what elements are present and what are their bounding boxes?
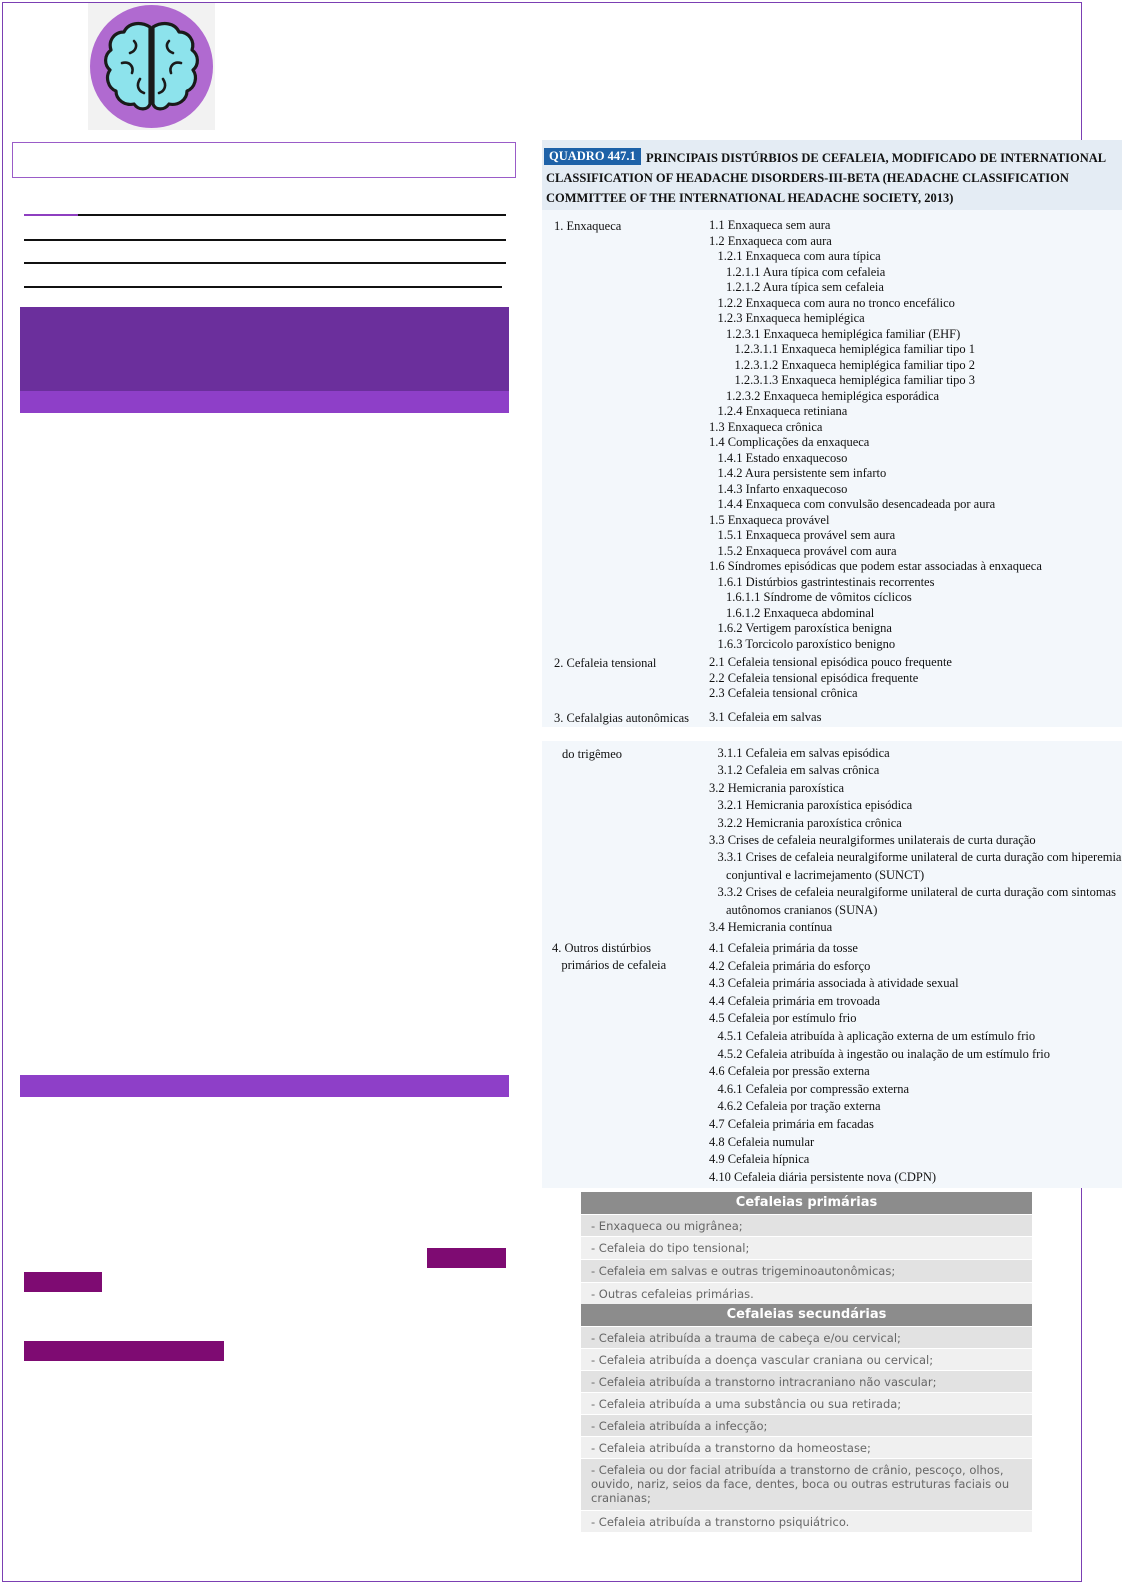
quadro-category: 4. Outros distúrbios primários de cefaleia [552,941,667,972]
quadro-header [542,140,1122,210]
brain-icon [90,5,213,128]
quadro-item: 1.6.1.1 Síndrome de vômitos cíclicos [726,590,912,604]
quadro-item: 4.10 Cefaleia diária persistente nova (CDPN) [709,1169,937,1184]
brain-icon-circle [90,5,213,128]
quadro-item: 1.1 Enxaqueca sem aura [709,218,831,232]
quadro-item: 4.3 Cefaleia primária associada à atividade sexual [709,976,959,991]
primary-row: - Enxaqueca ou migrânea; [581,1214,1032,1236]
quadro-item: 4.7 Cefaleia primária em facadas [709,1117,874,1131]
secondary-row: - Cefaleia ou dor facial atribuída a transtorno de crânio, pescoço, olhos, ouvido, nariz, seios da face, dentes, boca ou outras estruturas faciais ou cranianas; [581,1458,1032,1510]
quadro-item: conjuntival e lacrimejamento (SUNCT) [726,867,925,882]
quadro-item: 3.3 Crises de cefaleia neuralgiformes unilaterais de curta duração [709,833,1036,847]
secondary-row: - Cefaleia atribuída a infecção; [581,1414,1032,1436]
quadro-item: 3.2 Hemicrania paroxística [709,780,845,795]
quadro-item: 3.1.2 Cefaleia em salvas crônica [717,763,880,778]
text-rule [24,239,506,241]
quadro-item: 4.2 Cefaleia primária do esforço [709,958,871,973]
quadro-item: 1.2.3.1.3 Enxaqueca hemiplégica familiar tipo 3 [734,373,976,387]
quadro-item: 4.5.2 Cefaleia atribuída à ingestão ou inalação de um estímulo frio [717,1046,1051,1061]
quadro-item: 3.3.1 Crises de cefaleia neuralgiforme unilateral de curta duração com hiperemia [717,850,1122,865]
quadro-item: 1.4.1 Estado enxaquecoso [717,450,848,465]
quadro-category: 3. Cefalalgias autonômicas [554,711,690,725]
short-rule [24,214,78,216]
cefaleias-table [581,1192,1032,1534]
quadro-item: 1.2.3.1.1 Enxaqueca hemiplégica familiar tipo 1 [734,342,976,356]
quadro-item: 1.6 Síndromes episódicas que podem estar associadas à enxaqueca [709,559,1042,573]
quadro-item: 2.2 Cefaleia tensional episódica frequente [709,670,919,685]
highlight-mark [427,1248,506,1268]
quadro-tag: QUADRO 447.1 [544,148,641,165]
quadro-category: do trigêmeo [562,747,623,761]
quadro-item: 4.1 Cefaleia primária da tosse [709,941,858,955]
quadro-item: 1.4.4 Enxaqueca com convulsão desencadeada por aura [717,497,996,511]
quadro-item: 1.2.3.1 Enxaqueca hemiplégica familiar (EHF) [726,326,961,341]
primary-header: Cefaleias primárias [581,1192,1032,1214]
quadro-item: 3.2.1 Hemicrania paroxística episódica [717,798,913,813]
quadro-item: 3.2.2 Hemicrania paroxística crônica [717,815,902,830]
quadro-item: 4.5.1 Cefaleia atribuída à aplicação externa de um estímulo frio [717,1029,1036,1043]
secondary-row: - Cefaleia atribuída a transtorno intracraniano não vascular; [581,1370,1032,1392]
quadro-item: 3.4 Hemicrania contínua [709,920,833,934]
quadro-item: 4.6 Cefaleia por pressão externa [709,1064,870,1079]
quadro-item: 1.5.2 Enxaqueca provável com aura [717,543,897,558]
quadro-item: 1.6.1 Distúrbios gastrintestinais recorrentes [717,574,935,589]
primary-row: - Cefaleia do tipo tensional; [581,1236,1032,1259]
quadro-item: 1.6.2 Vertigem paroxística benigna [717,621,892,635]
quadro-category: 1. Enxaqueca [554,219,622,233]
section-header-strip [20,391,509,413]
highlight-mark [24,1272,102,1292]
title-box [12,142,516,178]
text-rule [24,286,502,288]
quadro-item: 3.1.1 Cefaleia em salvas episódica [717,746,890,760]
secondary-row: - Cefaleia atribuída a transtorno psiquiátrico. [581,1510,1032,1532]
quadro-item: 1.2.4 Enxaqueca retiniana [717,404,848,418]
secondary-row: - Cefaleia atribuída a uma substância ou sua retirada; [581,1392,1032,1414]
quadro-item: 3.3.2 Crises de cefaleia neuralgiforme unilateral de curta duração com sintomas [717,885,1116,900]
text-rule [78,214,506,216]
quadro-title: PRINCIPAIS DISTÚRBIOS DE CEFALEIA, MODIFICADO DE INTERNATIONAL CLASSIFICATION OF HEADACHE DISORDERS-III-BETA (HEADACHE CLASSIFICATION COMMITTEE OF THE INTERNATIONAL HEADACHE SOCIETY, 2013) [546,151,1106,205]
secondary-row: - Cefaleia atribuída a doença vascular craniana ou cervical; [581,1348,1032,1370]
quadro-item: 3.1 Cefaleia em salvas [709,710,822,724]
quadro-item: 1.3 Enxaqueca crônica [709,419,823,434]
quadro-item: 4.6.2 Cefaleia por tração externa [717,1099,881,1114]
quadro-item: 4.5 Cefaleia por estímulo frio [709,1011,857,1026]
logo [88,3,215,130]
highlight-mark [24,1341,224,1361]
quadro-item: 1.2.3.2 Enxaqueca hemiplégica esporádica [726,388,940,403]
quadro-table [542,140,1122,1188]
quadro-item: 1.2.3 Enxaqueca hemiplégica [717,311,865,325]
section-bar [20,1075,509,1097]
quadro-item: 1.2.2 Enxaqueca com aura no tronco encefálico [717,295,955,310]
quadro-item: 1.5 Enxaqueca provável [709,512,830,527]
quadro-item: 1.6.3 Torcicolo paroxístico benigno [717,636,896,651]
quadro-item: 1.4.2 Aura persistente sem infarto [717,466,887,480]
quadro-item: 1.4 Complicações da enxaqueca [709,435,870,449]
quadro-item: 1.2.1.2 Aura típica sem cefaleia [726,280,884,294]
primary-row: - Outras cefaleias primárias. [581,1282,1032,1304]
quadro-item: 2.1 Cefaleia tensional episódica pouco frequente [709,655,952,669]
quadro-item: 1.4.3 Infarto enxaquecoso [717,481,848,496]
primary-row: - Cefaleia em salvas e outras trigeminoautonômicas; [581,1259,1032,1282]
quadro-page-gap [542,727,1122,741]
quadro-item: 1.5.1 Enxaqueca provável sem aura [717,528,896,542]
quadro-item: 4.8 Cefaleia numular [709,1134,815,1149]
quadro-item: 1.2.3.1.2 Enxaqueca hemiplégica familiar tipo 2 [734,357,976,372]
quadro-item: 4.6.1 Cefaleia por compressão externa [717,1081,910,1096]
quadro-item: autônomos cranianos (SUNA) [726,902,878,917]
quadro-item: 1.2.1 Enxaqueca com aura típica [717,249,881,263]
secondary-header: Cefaleias secundárias [581,1304,1032,1326]
quadro-category: 2. Cefaleia tensional [554,656,657,670]
quadro-item: 2.3 Cefaleia tensional crônica [709,686,858,701]
secondary-row: - Cefaleia atribuída a transtorno da homeostase; [581,1436,1032,1458]
quadro-item: 1.6.1.2 Enxaqueca abdominal [726,605,875,620]
quadro-item: 1.2.1.1 Aura típica com cefaleia [726,264,886,279]
quadro-item: 4.9 Cefaleia hípnica [709,1152,810,1167]
secondary-row: - Cefaleia atribuída a trauma de cabeça e/ou cervical; [581,1326,1032,1348]
quadro-item: 4.4 Cefaleia primária em trovoada [709,993,881,1008]
quadro-item: 1.2 Enxaqueca com aura [709,233,832,248]
section-header-block [20,307,509,391]
text-rule [24,262,506,264]
